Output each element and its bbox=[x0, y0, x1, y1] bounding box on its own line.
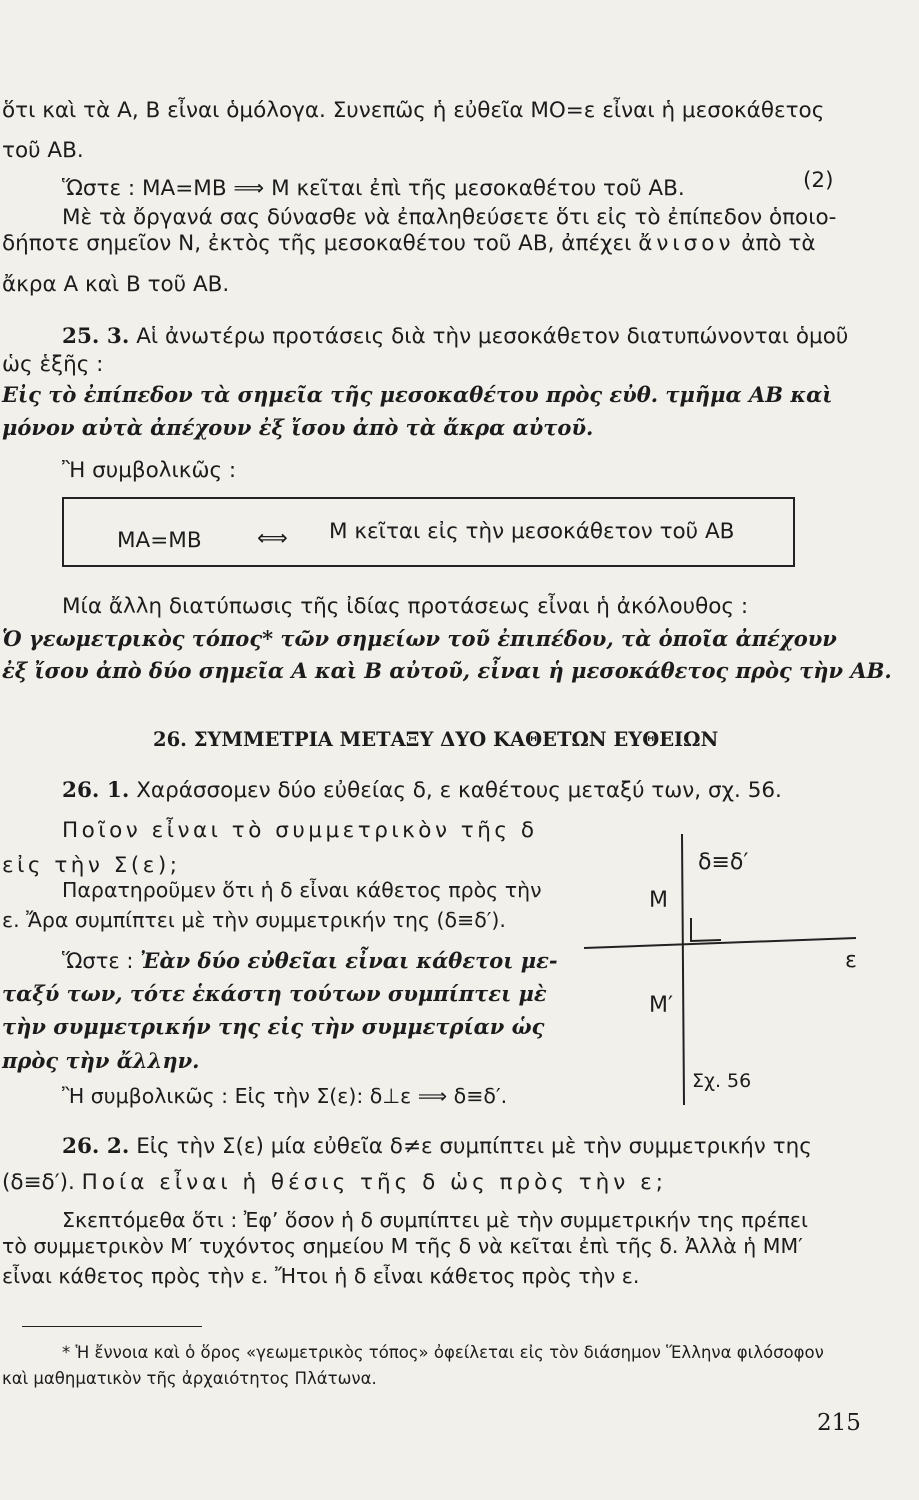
theorem-line: Εἰς τὸ ἐπίπεδον τὰ σημεῖα τῆς μεσοκαθέτου πρὸς εὐθ. τμῆμα ΑΒ καὶ bbox=[2, 382, 833, 407]
box-left: ΜΑ=ΜΒ bbox=[117, 528, 202, 553]
figure-label-e: ε bbox=[845, 948, 857, 973]
section-heading: 26. ΣΥΜΜΕΤΡΙΑ ΜΕΤΑΞΥ ΔΥΟ ΚΑΘΕΤΩΝ ΕΥΘΕΙΩΝ bbox=[153, 728, 719, 751]
figure-label-M-prime: Μ′ bbox=[649, 993, 673, 1018]
theorem-line: μόνον αὐτὰ ἀπέχουν ἐξ ἴσου ἀπὸ τὰ ἄκρα αὐτοῦ. bbox=[2, 415, 594, 440]
line-d bbox=[682, 834, 684, 1105]
theorem-segment: Ἐὰν δύο εὐθεῖαι εἶναι κάθετοι με- bbox=[140, 948, 558, 973]
text-line bbox=[62, 1136, 812, 1158]
section-number: 25. 3. bbox=[62, 324, 130, 349]
figure-label-M: Μ bbox=[649, 888, 668, 913]
text-line bbox=[62, 326, 848, 348]
text-line bbox=[2, 233, 816, 255]
equivalence-arrow: ⟺ bbox=[257, 526, 288, 551]
text-segment: Εἰς τὴν Σ(ε) μία εὐθεῖα δ≠ε συμπίπτει μὲ τὴν συμμετρικήν της bbox=[136, 1134, 812, 1159]
text-line: Ἢ συμβολικῶς : bbox=[62, 458, 237, 483]
text-segment: δήποτε σημεῖον Ν, ἐκτὸς τῆς μεσοκαθέτου τοῦ ΑΒ, ἀπέχει bbox=[2, 231, 632, 256]
theorem-line: πρὸς τὴν ἄλλην. bbox=[2, 1048, 200, 1073]
theorem-line: ἐξ ἴσου ἀπὸ δύο σημεῖα Α καὶ Β αὐτοῦ, εἶναι ἡ μεσοκάθετος πρὸς τὴν ΑΒ. bbox=[2, 658, 892, 683]
text-line: εἶναι κάθετος πρὸς τὴν ε. Ἤτοι ἡ δ εἶναι κάθετος πρὸς τὴν ε. bbox=[2, 1264, 640, 1288]
footnote-line: * Ἡ ἔννοια καὶ ὁ ὅρος «γεωμετρικὸς τόπος» ὀφείλεται εἰς τὸν διάσημον Ἕλληνα φιλόσοφον bbox=[62, 1343, 824, 1362]
text-line: τοῦ ΑΒ. bbox=[2, 138, 84, 163]
text-segment: ἀπὸ τὰ bbox=[741, 231, 816, 256]
text-line: ἄκρα Α καὶ Β τοῦ ΑΒ. bbox=[2, 272, 230, 297]
text-line: Σκεπτόμεθα ὅτι : Ἐφ’ ὅσον ἡ δ συμπίπτει μὲ τὴν συμμετρικήν της πρέπει bbox=[62, 1208, 808, 1232]
section-number: 26. 2. bbox=[62, 1134, 130, 1159]
spaced-word: ἄνισον bbox=[638, 231, 735, 256]
text-line: ὅτι καὶ τὰ Α, Β εἶναι ὁμόλογα. Συνεπῶς ἡ εὐθεῖα ΜΟ=ε εἶναι ἡ μεσοκάθετος bbox=[2, 98, 825, 123]
footnote-rule bbox=[22, 1326, 202, 1327]
text-segment: Χαράσσομεν δύο εὐθείας δ, ε καθέτους μεταξύ των, σχ. 56. bbox=[136, 778, 782, 803]
text-line: Μὲ τὰ ὄργανά σας δύνασθε νὰ ἐπαληθεύσετε ὅτι εἰς τὸ ἐπίπεδον ὁποιο- bbox=[62, 205, 837, 230]
spaced-question: Ποία εἶναι ἡ θέσις τῆς δ ὡς πρὸς τὴν ε; bbox=[81, 1170, 667, 1195]
box-right: Μ κεῖται εἰς τὴν μεσοκάθετον τοῦ ΑΒ bbox=[329, 519, 735, 544]
text-segment: Αἱ ἀνωτέρω προτάσεις διὰ τὴν μεσοκάθετον διατυπώνονται ὁμοῦ bbox=[136, 324, 849, 349]
text-line: Μία ἄλλη διατύπωσις τῆς ἰδίας προτάσεως εἶναι ἡ ἀκόλουθος : bbox=[62, 594, 749, 619]
theorem-line: τὴν συμμετρικήν της εἰς τὴν συμμετρίαν ὡς bbox=[2, 1014, 545, 1039]
text-line: Παρατηροῦμεν ὅτι ἡ δ εἶναι κάθετος πρὸς τὴν bbox=[62, 878, 542, 902]
figure-label-d: δ≡δ′ bbox=[698, 850, 749, 875]
section-number: 26. 1. bbox=[62, 778, 130, 803]
footnote-line: καὶ μαθηματικὸν τῆς ἀρχαιότητος Πλάτωνα. bbox=[2, 1369, 377, 1388]
text-line: Ἢ συμβολικῶς : Εἰς τὴν Σ(ε): δ⊥ε ⟹ δ≡δ′. bbox=[62, 1084, 508, 1108]
text-segment: Ὥστε : bbox=[62, 949, 134, 973]
text-line: Ὥστε : ΜΑ=ΜΒ ⟹ Μ κεῖται ἐπὶ τῆς μεσοκαθέτου τοῦ ΑΒ. bbox=[62, 176, 685, 201]
text-line: τὸ συμμετρικὸν Μ′ τυχόντος σημείου Μ τῆς δ νὰ κεῖται ἐπὶ τῆς δ. Ἀλλὰ ἡ ΜΜ′ bbox=[2, 1234, 803, 1258]
text-line: ε. Ἄρα συμπίπτει μὲ τὴν συμμετρικήν της (δ≡δ′). bbox=[2, 908, 506, 932]
text-line bbox=[62, 780, 782, 802]
theorem-line: Ὁ γεωμετρικὸς τόπος* τῶν σημείων τοῦ ἐπιπέδου, τὰ ὁποῖα ἀπέχουν bbox=[2, 626, 837, 651]
text-line: Ποῖον εἶναι τὸ συμμετρικὸν τῆς δ bbox=[62, 818, 538, 843]
equation-number: (2) bbox=[803, 168, 834, 193]
right-angle-mark bbox=[691, 918, 721, 941]
text-line bbox=[2, 1172, 667, 1194]
text-segment: (δ≡δ′). bbox=[2, 1170, 75, 1195]
page-number: 215 bbox=[817, 1410, 861, 1436]
text-line bbox=[62, 950, 558, 972]
figure-caption: Σχ. 56 bbox=[692, 1070, 752, 1092]
text-line: ὡς ἑξῆς : bbox=[2, 352, 104, 377]
text-line: εἰς τὴν Σ(ε); bbox=[2, 853, 181, 878]
theorem-line: ταξύ των, τότε ἑκάστη τούτων συμπίπτει μὲ bbox=[2, 981, 547, 1006]
